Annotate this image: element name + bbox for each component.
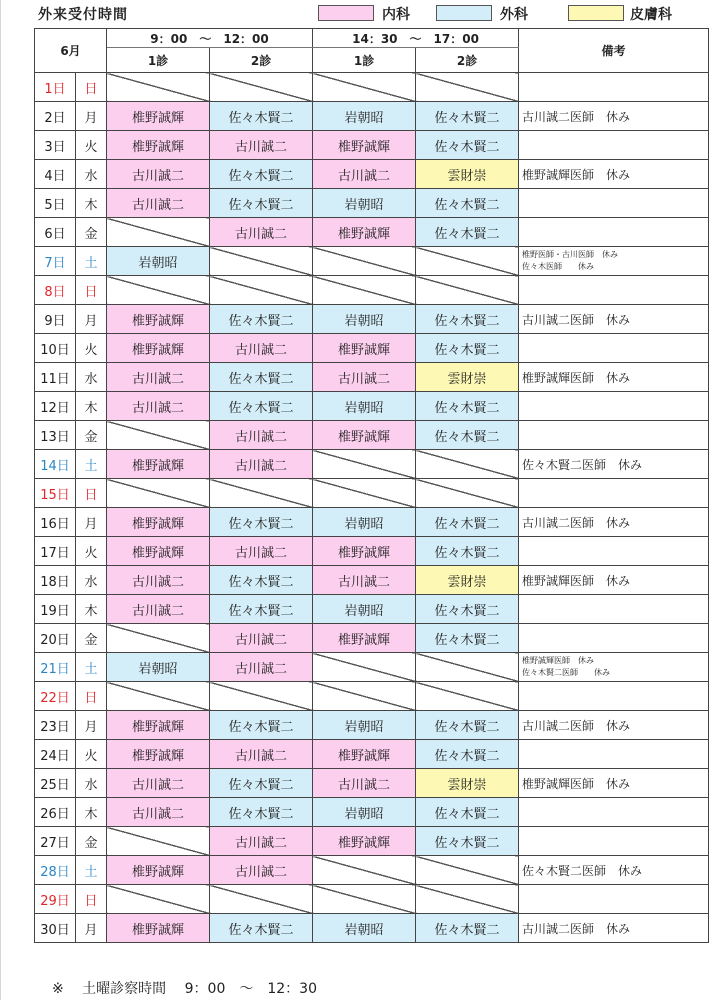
remark-line: 椎野誠輝医師 休み <box>522 776 631 791</box>
remarks-cell <box>519 566 709 595</box>
afternoon-room2-closed-cell <box>416 73 519 102</box>
morning-room2-doctor-cell: 古川誠二 <box>210 218 313 247</box>
afternoon-room1-doctor-cell: 岩朝昭 <box>313 305 416 334</box>
morning-room2-doctor-cell: 佐々木賢二 <box>210 508 313 537</box>
day-cell: 2日 <box>35 102 76 131</box>
morning-room1-doctor-cell: 椎野誠輝 <box>107 537 210 566</box>
weekday-cell: 木 <box>76 595 107 624</box>
morning-room2-closed-cell <box>210 479 313 508</box>
morning-room2-doctor-cell: 古川誠二 <box>210 334 313 363</box>
morning-room1-doctor-cell: 古川誠二 <box>107 160 210 189</box>
afternoon-room2-doctor-cell: 佐々木賢二 <box>416 421 519 450</box>
morning-room2-doctor-cell: 佐々木賢二 <box>210 102 313 131</box>
sheet-edge <box>0 0 1 1000</box>
weekday-cell: 火 <box>76 537 107 566</box>
afternoon-room2-doctor-cell: 佐々木賢二 <box>416 595 519 624</box>
weekday-cell: 水 <box>76 363 107 392</box>
morning-room2-closed-cell <box>210 276 313 305</box>
morning-room1-closed-cell <box>107 276 210 305</box>
remarks-cell <box>519 160 709 189</box>
afternoon-room2-doctor-cell: 佐々木賢二 <box>416 798 519 827</box>
schedule-table <box>34 28 709 943</box>
morning-room1-closed-cell <box>107 885 210 914</box>
remarks-cell <box>519 827 709 856</box>
afternoon-room1-doctor-cell: 椎野誠輝 <box>313 827 416 856</box>
day-cell: 9日 <box>35 305 76 334</box>
afternoon-room1-doctor-cell: 岩朝昭 <box>313 102 416 131</box>
legend-label-internal: 内科 <box>382 7 410 23</box>
day-cell: 27日 <box>35 827 76 856</box>
morning-room2-closed-cell <box>210 682 313 711</box>
table-row <box>35 421 709 450</box>
remarks-cell <box>519 856 709 885</box>
morning-room2-doctor-cell: 古川誠二 <box>210 624 313 653</box>
morning-room2-doctor-cell: 古川誠二 <box>210 131 313 160</box>
day-cell: 11日 <box>35 363 76 392</box>
table-row <box>35 537 709 566</box>
weekday-cell: 水 <box>76 566 107 595</box>
remarks-cell <box>519 363 709 392</box>
table-row <box>35 334 709 363</box>
afternoon-room2-doctor-cell: 佐々木賢二 <box>416 189 519 218</box>
afternoon-room2-doctor-cell: 佐々木賢二 <box>416 711 519 740</box>
afternoon-room1-doctor-cell: 古川誠二 <box>313 363 416 392</box>
remarks-cell <box>519 711 709 740</box>
afternoon-room1-doctor-cell: 椎野誠輝 <box>313 131 416 160</box>
morning-room2-doctor-cell: 古川誠二 <box>210 827 313 856</box>
morning-room2-doctor-cell: 佐々木賢二 <box>210 392 313 421</box>
remark-line: 椎野誠輝医師 休み <box>522 656 595 665</box>
weekday-cell: 木 <box>76 189 107 218</box>
day-cell: 1日 <box>35 73 76 102</box>
table-row <box>35 624 709 653</box>
remark-line: 古川誠二医師 休み <box>522 312 631 327</box>
weekday-cell: 金 <box>76 421 107 450</box>
remark-line: 椎野誠輝医師 休み <box>522 573 631 588</box>
weekday-cell: 月 <box>76 711 107 740</box>
remark-line: 椎野誠輝医師 休み <box>522 370 631 385</box>
morning-room2-doctor-cell: 佐々木賢二 <box>210 160 313 189</box>
morning-room2-closed-cell <box>210 73 313 102</box>
weekday-cell: 日 <box>76 885 107 914</box>
legend-label-surgery: 外科 <box>500 7 528 23</box>
morning-room1-closed-cell <box>107 827 210 856</box>
morning-room1-closed-cell <box>107 421 210 450</box>
afternoon-room1-doctor-cell: 椎野誠輝 <box>313 537 416 566</box>
weekday-cell: 土 <box>76 450 107 479</box>
table-row <box>35 392 709 421</box>
morning-room2-doctor-cell: 古川誠二 <box>210 856 313 885</box>
remark-line: 椎野医師・古川医師 休み <box>522 250 619 259</box>
weekday-cell: 月 <box>76 305 107 334</box>
afternoon-room2-closed-cell <box>416 682 519 711</box>
remarks-header: 備考 <box>519 29 709 73</box>
remark-line: 古川誠二医師 休み <box>522 515 631 530</box>
weekday-cell: 火 <box>76 131 107 160</box>
table-row <box>35 566 709 595</box>
afternoon-room2-doctor-cell: 雲財崇 <box>416 160 519 189</box>
day-cell: 16日 <box>35 508 76 537</box>
morning-room1-closed-cell <box>107 73 210 102</box>
remark-line: 佐々木医師 休み <box>522 262 595 271</box>
day-cell: 18日 <box>35 566 76 595</box>
remarks-cell <box>519 769 709 798</box>
month-header: 6月 <box>35 29 107 73</box>
afternoon-hours: 14：30 〜 17：00 <box>313 29 519 48</box>
weekday-cell: 火 <box>76 740 107 769</box>
afternoon-room1-doctor-cell: 岩朝昭 <box>313 392 416 421</box>
morning-room1-doctor-cell: 古川誠二 <box>107 392 210 421</box>
morning-room1-closed-cell <box>107 682 210 711</box>
legend-surgery <box>436 4 566 24</box>
afternoon-room1-closed-cell <box>313 479 416 508</box>
table-row <box>35 363 709 392</box>
page-title: 外来受付時間 <box>38 7 128 23</box>
table-row <box>35 595 709 624</box>
afternoon-room1-closed-cell <box>313 682 416 711</box>
table-row <box>35 276 709 305</box>
table-row <box>35 160 709 189</box>
morning-room2-doctor-cell: 佐々木賢二 <box>210 363 313 392</box>
afternoon-room2-doctor-cell: 佐々木賢二 <box>416 740 519 769</box>
afternoon-room2-doctor-cell: 佐々木賢二 <box>416 102 519 131</box>
weekday-cell: 月 <box>76 914 107 943</box>
remarks-cell <box>519 392 709 421</box>
remarks-cell <box>519 450 709 479</box>
morning-room1-closed-cell <box>107 624 210 653</box>
afternoon-room2-closed-cell <box>416 885 519 914</box>
morning-room1-closed-cell <box>107 479 210 508</box>
schedule-body <box>35 73 709 943</box>
remarks-cell <box>519 508 709 537</box>
table-row <box>35 479 709 508</box>
afternoon-room2-closed-cell <box>416 856 519 885</box>
remarks-cell <box>519 421 709 450</box>
day-cell: 26日 <box>35 798 76 827</box>
weekday-cell: 火 <box>76 334 107 363</box>
morning-room2-doctor-cell: 佐々木賢二 <box>210 769 313 798</box>
table-row <box>35 711 709 740</box>
afternoon-room2-closed-cell <box>416 450 519 479</box>
morning-hours: 9：00 〜 12：00 <box>107 29 313 48</box>
remark-line: 古川誠二医師 休み <box>522 921 631 936</box>
table-row <box>35 769 709 798</box>
remarks-cell <box>519 885 709 914</box>
day-cell: 21日 <box>35 653 76 682</box>
day-cell: 29日 <box>35 885 76 914</box>
morning-room2-doctor-cell: 佐々木賢二 <box>210 566 313 595</box>
morning-room1-closed-cell <box>107 218 210 247</box>
morning-room1-doctor-cell: 椎野誠輝 <box>107 914 210 943</box>
remark-line: 佐々木賢二医師 休み <box>522 668 611 677</box>
table-row <box>35 740 709 769</box>
weekday-cell: 土 <box>76 653 107 682</box>
morning-room2-doctor-cell: 佐々木賢二 <box>210 711 313 740</box>
afternoon-room1-closed-cell <box>313 450 416 479</box>
remarks-cell <box>519 595 709 624</box>
legend-label-dermatology: 皮膚科 <box>630 7 672 23</box>
afternoon-room1-doctor-cell: 岩朝昭 <box>313 798 416 827</box>
day-cell: 28日 <box>35 856 76 885</box>
remarks-cell <box>519 537 709 566</box>
day-cell: 20日 <box>35 624 76 653</box>
morning-room2-doctor-cell: 古川誠二 <box>210 740 313 769</box>
table-row <box>35 218 709 247</box>
weekday-cell: 金 <box>76 624 107 653</box>
table-row <box>35 450 709 479</box>
table-row <box>35 682 709 711</box>
day-cell: 15日 <box>35 479 76 508</box>
day-cell: 3日 <box>35 131 76 160</box>
day-cell: 8日 <box>35 276 76 305</box>
afternoon-room2-doctor-cell: 佐々木賢二 <box>416 537 519 566</box>
afternoon-room1-doctor-cell: 古川誠二 <box>313 566 416 595</box>
day-cell: 12日 <box>35 392 76 421</box>
afternoon-room1-doctor-cell: 椎野誠輝 <box>313 624 416 653</box>
remark-line: 椎野誠輝医師 休み <box>522 167 631 182</box>
table-row <box>35 885 709 914</box>
morning-room1-doctor-cell: 古川誠二 <box>107 769 210 798</box>
morning-room1-doctor-cell: 古川誠二 <box>107 798 210 827</box>
morning-room1-doctor-cell: 古川誠二 <box>107 189 210 218</box>
morning-room2-doctor-cell: 佐々木賢二 <box>210 189 313 218</box>
afternoon-room2-doctor-cell: 佐々木賢二 <box>416 305 519 334</box>
morning-room1-doctor-cell: 椎野誠輝 <box>107 131 210 160</box>
weekday-cell: 水 <box>76 769 107 798</box>
afternoon-room2-closed-cell <box>416 653 519 682</box>
afternoon-room1-doctor-cell: 椎野誠輝 <box>313 421 416 450</box>
morning-room1-doctor-cell: 椎野誠輝 <box>107 508 210 537</box>
day-cell: 23日 <box>35 711 76 740</box>
legend-internal <box>318 4 448 24</box>
day-cell: 13日 <box>35 421 76 450</box>
table-row <box>35 827 709 856</box>
weekday-cell: 日 <box>76 276 107 305</box>
afternoon-room2-doctor-cell: 佐々木賢二 <box>416 624 519 653</box>
table-row <box>35 73 709 102</box>
afternoon-room2-doctor-cell: 佐々木賢二 <box>416 914 519 943</box>
remarks-cell <box>519 189 709 218</box>
remarks-cell <box>519 740 709 769</box>
table-row <box>35 653 709 682</box>
day-cell: 25日 <box>35 769 76 798</box>
table-row <box>35 508 709 537</box>
remarks-cell <box>519 479 709 508</box>
day-cell: 4日 <box>35 160 76 189</box>
afternoon-room1-doctor-cell: 岩朝昭 <box>313 711 416 740</box>
morning-room1-doctor-cell: 古川誠二 <box>107 363 210 392</box>
afternoon-room1-doctor-cell: 古川誠二 <box>313 160 416 189</box>
remarks-cell <box>519 334 709 363</box>
day-cell: 10日 <box>35 334 76 363</box>
saturday-hours-note: ※ 土曜診察時間 9：00 〜 12：30 <box>52 981 317 997</box>
afternoon-room2-closed-cell <box>416 479 519 508</box>
remarks-cell <box>519 624 709 653</box>
morning-room2-doctor-cell: 古川誠二 <box>210 450 313 479</box>
weekday-cell: 土 <box>76 856 107 885</box>
afternoon-room2-doctor-cell: 佐々木賢二 <box>416 827 519 856</box>
morning-room1-doctor-cell: 椎野誠輝 <box>107 856 210 885</box>
day-cell: 5日 <box>35 189 76 218</box>
morning-room2-closed-cell <box>210 885 313 914</box>
legend-swatch-dermatology <box>568 5 624 21</box>
weekday-cell: 水 <box>76 160 107 189</box>
morning-room2-doctor-cell: 佐々木賢二 <box>210 914 313 943</box>
weekday-cell: 月 <box>76 508 107 537</box>
weekday-cell: 木 <box>76 392 107 421</box>
weekday-cell: 日 <box>76 73 107 102</box>
legend-swatch-internal <box>318 5 374 21</box>
morning-room2-doctor-cell: 佐々木賢二 <box>210 595 313 624</box>
afternoon-room2-doctor-cell: 佐々木賢二 <box>416 508 519 537</box>
legend-dermatology <box>568 4 708 24</box>
morning-room1-doctor-cell: 岩朝昭 <box>107 653 210 682</box>
day-cell: 22日 <box>35 682 76 711</box>
morning-room1-doctor-cell: 古川誠二 <box>107 595 210 624</box>
afternoon-room1-doctor-cell: 岩朝昭 <box>313 914 416 943</box>
day-cell: 7日 <box>35 247 76 276</box>
morning-room1-header: 1診 <box>107 48 210 73</box>
afternoon-room2-doctor-cell: 雲財崇 <box>416 566 519 595</box>
remarks-cell <box>519 73 709 102</box>
table-row <box>35 856 709 885</box>
weekday-cell: 金 <box>76 827 107 856</box>
afternoon-room1-closed-cell <box>313 856 416 885</box>
morning-room2-closed-cell <box>210 247 313 276</box>
remarks-cell <box>519 131 709 160</box>
morning-room1-doctor-cell: 椎野誠輝 <box>107 334 210 363</box>
afternoon-room1-doctor-cell: 岩朝昭 <box>313 189 416 218</box>
afternoon-room1-doctor-cell: 椎野誠輝 <box>313 740 416 769</box>
table-row <box>35 247 709 276</box>
remarks-cell <box>519 218 709 247</box>
day-cell: 30日 <box>35 914 76 943</box>
morning-room2-doctor-cell: 古川誠二 <box>210 537 313 566</box>
afternoon-room2-doctor-cell: 佐々木賢二 <box>416 392 519 421</box>
afternoon-room1-doctor-cell: 古川誠二 <box>313 769 416 798</box>
afternoon-room1-doctor-cell: 岩朝昭 <box>313 508 416 537</box>
afternoon-room2-closed-cell <box>416 276 519 305</box>
afternoon-room1-closed-cell <box>313 653 416 682</box>
weekday-cell: 日 <box>76 479 107 508</box>
day-cell: 17日 <box>35 537 76 566</box>
weekday-cell: 金 <box>76 218 107 247</box>
afternoon-room2-closed-cell <box>416 247 519 276</box>
afternoon-room2-doctor-cell: 雲財崇 <box>416 769 519 798</box>
weekday-cell: 木 <box>76 798 107 827</box>
afternoon-room1-doctor-cell: 椎野誠輝 <box>313 218 416 247</box>
remarks-cell <box>519 798 709 827</box>
table-row <box>35 914 709 943</box>
afternoon-room1-closed-cell <box>313 885 416 914</box>
morning-room2-doctor-cell: 古川誠二 <box>210 421 313 450</box>
morning-room2-doctor-cell: 古川誠二 <box>210 653 313 682</box>
remarks-cell <box>519 914 709 943</box>
day-cell: 24日 <box>35 740 76 769</box>
weekday-cell: 土 <box>76 247 107 276</box>
remark-line: 古川誠二医師 休み <box>522 109 631 124</box>
morning-room2-header: 2診 <box>210 48 313 73</box>
table-row <box>35 305 709 334</box>
morning-room1-doctor-cell: 椎野誠輝 <box>107 102 210 131</box>
remark-line: 佐々木賢二医師 休み <box>522 457 643 472</box>
afternoon-room2-header: 2診 <box>416 48 519 73</box>
afternoon-room2-doctor-cell: 佐々木賢二 <box>416 131 519 160</box>
day-cell: 6日 <box>35 218 76 247</box>
remark-line: 佐々木賢二医師 休み <box>522 863 643 878</box>
afternoon-room2-doctor-cell: 佐々木賢二 <box>416 334 519 363</box>
remarks-cell <box>519 305 709 334</box>
weekday-cell: 日 <box>76 682 107 711</box>
afternoon-room1-header: 1診 <box>313 48 416 73</box>
morning-room1-doctor-cell: 岩朝昭 <box>107 247 210 276</box>
table-row <box>35 798 709 827</box>
remarks-cell <box>519 682 709 711</box>
weekday-cell: 月 <box>76 102 107 131</box>
table-row <box>35 189 709 218</box>
afternoon-room1-closed-cell <box>313 276 416 305</box>
morning-room1-doctor-cell: 椎野誠輝 <box>107 450 210 479</box>
remarks-cell <box>519 276 709 305</box>
morning-room1-doctor-cell: 椎野誠輝 <box>107 305 210 334</box>
day-cell: 14日 <box>35 450 76 479</box>
afternoon-room1-closed-cell <box>313 247 416 276</box>
legend-swatch-surgery <box>436 5 492 21</box>
table-row <box>35 102 709 131</box>
afternoon-room2-doctor-cell: 佐々木賢二 <box>416 218 519 247</box>
morning-room1-doctor-cell: 古川誠二 <box>107 566 210 595</box>
remarks-cell <box>519 247 709 276</box>
day-cell: 19日 <box>35 595 76 624</box>
morning-room2-doctor-cell: 佐々木賢二 <box>210 305 313 334</box>
afternoon-room1-doctor-cell: 椎野誠輝 <box>313 334 416 363</box>
morning-room2-doctor-cell: 佐々木賢二 <box>210 798 313 827</box>
afternoon-room1-doctor-cell: 岩朝昭 <box>313 595 416 624</box>
table-row <box>35 131 709 160</box>
morning-room1-doctor-cell: 椎野誠輝 <box>107 740 210 769</box>
afternoon-room1-closed-cell <box>313 73 416 102</box>
remark-line: 古川誠二医師 休み <box>522 718 631 733</box>
remarks-cell <box>519 653 709 682</box>
morning-room1-doctor-cell: 椎野誠輝 <box>107 711 210 740</box>
remarks-cell <box>519 102 709 131</box>
afternoon-room2-doctor-cell: 雲財崇 <box>416 363 519 392</box>
